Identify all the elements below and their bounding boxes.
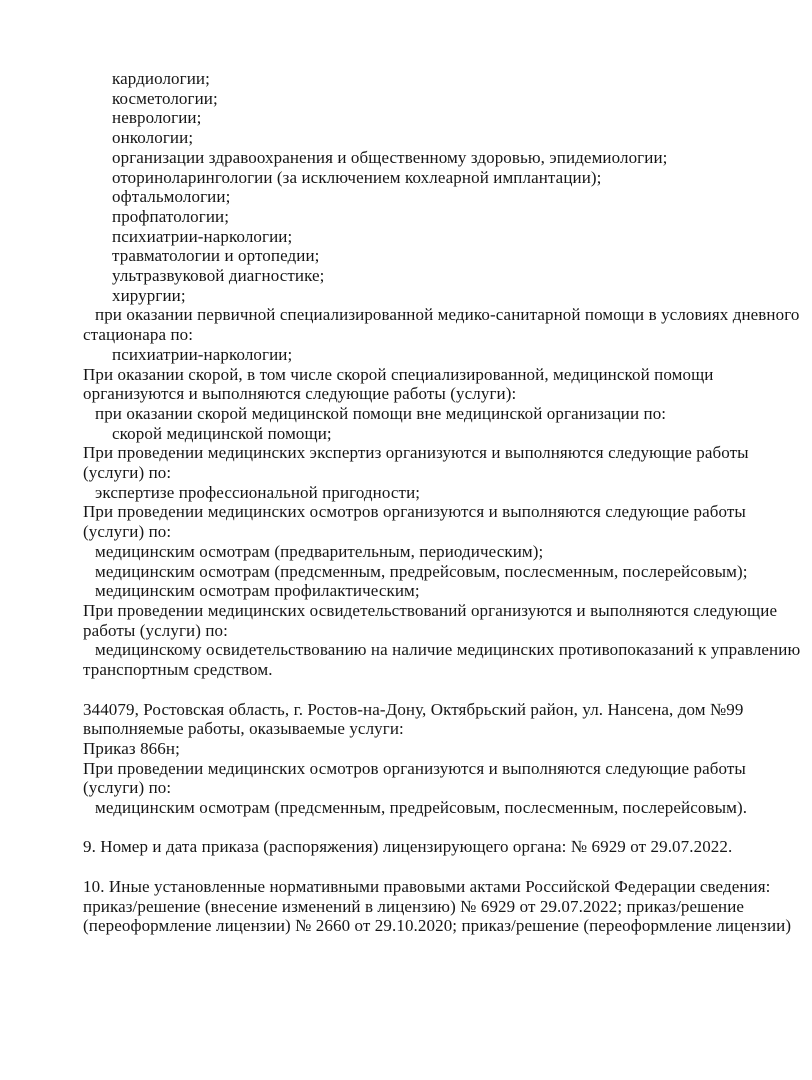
text-line: травматологии и ортопедии; [112,246,320,266]
text-line: экспертизе профессиональной пригодности; [95,482,421,502]
text-line: психиатрии-наркологии; [112,226,293,246]
text-line: онкологии; [112,128,194,148]
text-line: косметологии; [112,88,218,108]
text-line: транспортным средством. [83,660,273,680]
text-line: скорой медицинской помощи; [112,423,332,443]
text-line: медицинским осмотрам (предсменным, предрейсовым, послесменным, послерейсовым); [95,561,748,581]
text-line: При проведении медицинских осмотров организуются и выполняются следующие работы [83,758,746,778]
text-line: хирургии; [112,285,186,305]
text-line: офтальмологии; [112,187,231,207]
text-line: При проведении медицинских осмотров организуются и выполняются следующие работы [83,502,746,522]
text-line: При проведении медицинских освидетельствований организуются и выполняются следующие [83,600,778,620]
text-line: профпатологии; [112,206,230,226]
text-line: выполняемые работы, оказываемые услуги: [83,719,404,739]
text-line: (услуги) по: [83,778,172,798]
blank-line [83,680,772,700]
text-line: организации здравоохранения и общественному здоровью, эпидемиологии; [112,147,668,167]
text-line: неврологии; [112,108,202,128]
text-line: Приказ 866н; [83,738,180,758]
text-line: 9. Номер и дата приказа (распоряжения) лицензирующего органа: № 6929 от 29.07.2022. [83,837,733,857]
text-line: При оказании скорой, в том числе скорой специализированной, медицинской помощи [83,364,714,384]
text-line: работы (услуги) по: [83,620,228,640]
blank-line [83,818,772,838]
text-line: при оказании первичной специализированной медико-санитарной помощи в условиях дневного [95,305,800,325]
text-line: ультразвуковой диагностике; [112,266,325,286]
text-line: организуются и выполняются следующие работы (услуги): [83,384,517,404]
text-line: кардиологии; [112,69,210,88]
text-line: медицинским осмотрам (предсменным, предрейсовым, послесменным, послерейсовым). [95,798,748,818]
text-line: стационара по: [83,325,194,345]
text-line: 344079, Ростовская область, г. Ростов-на-Дону, Октябрьский район, ул. Нансена, дом №99 [83,699,744,719]
text-line: медицинскому освидетельствованию на наличие медицинских противопоказаний к управлению [95,640,801,660]
text-line: медицинским осмотрам профилактическим; [95,581,420,601]
text-line: оториноларингологии (за исключением кохлеарной имплантации); [112,167,602,187]
text-line: (услуги) по: [83,463,172,483]
text-line: психиатрии-наркологии; [112,344,293,364]
blank-line [83,857,772,877]
document-body [83,69,801,936]
text-line: приказ/решение (внесение изменений в лицензию) № 6929 от 29.07.2022; приказ/решение [83,896,745,916]
text-line: При проведении медицинских экспертиз организуются и выполняются следующие работы [83,443,749,463]
text-line: медицинским осмотрам (предварительным, периодическим); [95,541,544,561]
text-line: при оказании скорой медицинской помощи вне медицинской организации по: [95,403,667,423]
text-line: (переоформление лицензии) № 2660 от 29.10.2020; приказ/решение (переоформление лицензии) [83,916,792,936]
text-line: (услуги) по: [83,522,172,542]
text-line: 10. Иные установленные нормативными правовыми актами Российской Федерации сведения: [83,876,771,896]
